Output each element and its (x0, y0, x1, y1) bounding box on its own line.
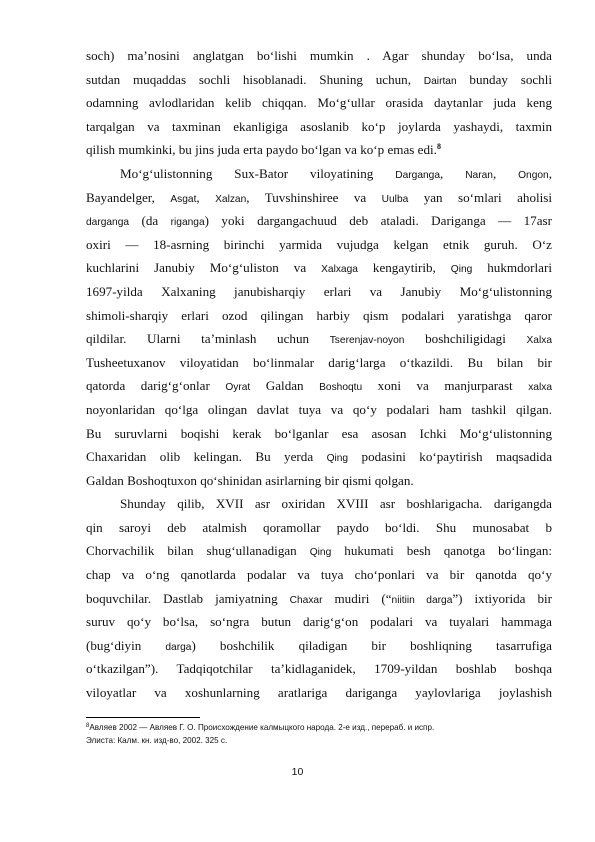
proper-noun: Tserenjav-noyon (329, 335, 405, 347)
body-text (86, 44, 552, 705)
text-run: Chorvachilik bilan shugʻullanadigan (86, 543, 310, 559)
text-line (86, 91, 552, 115)
text-line (86, 681, 552, 705)
text-line (86, 280, 552, 304)
proper-noun: Dairtan (423, 75, 457, 87)
text-run: odamning avlodlaridan kelib chiqqan. Moʻgʻullar orasida daytanlar juda keng (86, 95, 552, 111)
footnote-ref: 8 (436, 142, 441, 152)
proper-noun: riganga (170, 217, 205, 229)
text-line (86, 563, 552, 587)
footnote-line-1 (86, 721, 552, 734)
text-line (86, 138, 552, 162)
text-line (86, 492, 552, 516)
footnote-separator (86, 717, 200, 718)
text-run: ) boshchilik qiladigan bir boshliqning tasarrufiga (191, 637, 552, 653)
proper-noun: Xalxaga (321, 264, 358, 276)
text-run: Bu suruvlarni boqishi kerak boʻlganlar esa asosan Ichki Moʻgʻulistonning (86, 425, 552, 441)
text-run: chap va oʻng qanotlarda podalar va tuya choʻponlari va bir qanotda qoʻy (86, 567, 552, 583)
text-run: ”) ixtiyorida bir (452, 590, 552, 606)
proper-noun: Qing (450, 264, 473, 276)
text-run: oʻtkazilgan”). Tadqiqotchilar ta’kidlaganidek, 1709-yildan boshlab boshqa (86, 661, 552, 677)
text-run: qildilar. Ularni taʼminlash uchun (86, 331, 330, 347)
proper-noun: Ongon (518, 169, 549, 181)
text-run: Galdan (250, 378, 320, 394)
proper-noun: xalxa (528, 382, 552, 394)
text-line (86, 516, 552, 540)
footnote-line-2: Элиста: Калм. кн. изд-во, 2002. 325 с. (86, 736, 228, 745)
text-run: suruv qoʻy boʻlsa, soʻngra butun darigʻgʻon podalari va tuyalari hammaga (86, 614, 552, 630)
text-run: qin saroyi deb atalmish qoramollar paydo boʻldi. Shu munosabat b (86, 519, 552, 535)
text-line (86, 634, 552, 658)
text-run: shimoli-sharqiy erlari ozod qilingan harbiy qism podalari yaratishga qaror (86, 307, 552, 323)
text-line (86, 445, 552, 469)
text-line (86, 539, 552, 563)
text-run: ) yoki dargangachuud deb ataladi. Dariganga — 17asr (204, 213, 552, 229)
text-run: noyonlaridan qoʻlga olingan davlat tuya va qoʻy podalari ham tashkil qilgan. (86, 401, 552, 417)
text-run: tarqalgan va taxminan ekanligiga asoslanib koʻp joylarda yashaydi, taxmin (86, 118, 552, 134)
text-run: Moʻgʻulistonning Sux-Bator viloyatining (120, 165, 396, 181)
proper-noun: darganga (86, 217, 130, 229)
text-run: hukumati besh qanotga boʻlingan: (331, 543, 552, 559)
proper-noun: Uulba (381, 193, 409, 205)
proper-noun: Xalxa (526, 335, 552, 347)
text-run: podasini koʻpaytirish maqsadida (348, 449, 552, 465)
text-run: 1697-yilda Xalxaning janubisharqiy erlari va Janubiy Moʻgʻulistonning (86, 283, 552, 299)
proper-noun: Asgat (170, 193, 197, 205)
text-line (86, 44, 552, 68)
text-run: Shunday qilib, XVII asr oxiridan XVIII asr boshlarigacha. darigangda (120, 496, 552, 512)
text-run: hukmdorlari (472, 260, 552, 276)
text-run: Galdan Boshoqtuxon qoʻshinidan asirlarning bir qismi qolgan. (86, 472, 414, 488)
text-line (86, 209, 552, 233)
text-line (86, 186, 552, 210)
text-line (86, 162, 552, 186)
text-run: (bugʻdiyin (86, 637, 166, 653)
text-line (86, 233, 552, 257)
footnote-text-1: Авляев 2002 — Авляев Г. О. Происхождение калмыцкого народа. 2-е изд., перераб. и испр. (89, 723, 435, 732)
text-line (86, 374, 552, 398)
text-run: (da (129, 213, 171, 229)
text-line (86, 422, 552, 446)
text-run: sutdan muqaddas sochli hisoblanadi. Shuning uchun, (86, 71, 424, 87)
text-run: bunday sochli (456, 71, 552, 87)
proper-noun: Oyrat (225, 382, 251, 394)
proper-noun: Chaxar (289, 594, 323, 606)
text-line (86, 68, 552, 92)
text-run: , (196, 189, 216, 205)
text-run: , (548, 165, 552, 181)
text-run: boquvchilar. Dastlab jamiyatning (86, 590, 290, 606)
text-line (86, 304, 552, 328)
text-run: , Tuvshinshiree va (246, 189, 382, 205)
proper-noun: darga (165, 641, 192, 653)
text-line (86, 469, 552, 493)
text-line (86, 610, 552, 634)
text-run: kengaytirib, (357, 260, 451, 276)
page-number: 10 (291, 766, 304, 778)
text-run: , (492, 165, 519, 181)
text-run: viloyatlar va xoshunlarning aratlariga dariganga yaylovlariga joylashish (86, 685, 552, 701)
text-line (86, 256, 552, 280)
text-line (86, 115, 552, 139)
text-run: , (440, 165, 466, 181)
proper-noun: Boshoqtu (319, 382, 363, 394)
text-run: boshchiligidagi (404, 331, 527, 347)
text-run: yan soʻmlari aholisi (408, 189, 552, 205)
footnote-mark: 8 (86, 723, 90, 729)
text-line (86, 587, 552, 611)
text-run: Tusheetuxanov viloyatidan boʻlinmalar darigʻlarga oʻtkazildi. Bu bilan bir (86, 354, 552, 370)
text-line (86, 398, 552, 422)
text-run: xoni va manjurparast (362, 378, 529, 394)
text-run: oxiri — 18-asrning birinchi yarmida vujudga kelgan etnik guruh. Oʻz (86, 236, 552, 252)
text-line (86, 657, 552, 681)
proper-noun: Darganga (395, 169, 440, 181)
proper-noun: niitiin darga (391, 594, 453, 606)
text-run: mudiri (“ (322, 590, 392, 606)
proper-noun: Qing (309, 547, 332, 559)
proper-noun: Naran (465, 169, 493, 181)
proper-noun: Xalzan (215, 193, 247, 205)
text-run: qilish mumkinki, bu jins juda erta paydo boʻlgan va koʻp emas edi. (86, 142, 437, 158)
text-run: qatorda darigʻgʻonlar (86, 378, 226, 394)
text-run: Bayandelger, (86, 189, 171, 205)
proper-noun: Qing (326, 453, 349, 465)
text-run: soch) maʼnosini anglatgan boʻlishi mumkin . Agar shunday boʻlsa, unda (86, 48, 552, 63)
text-line (86, 327, 552, 351)
text-run: Chaxaridan olib kelingan. Bu yerda (86, 449, 327, 465)
text-run: kuchlarini Janubiy Moʻgʻuliston va (86, 260, 322, 276)
footnote (86, 721, 552, 747)
text-line (86, 351, 552, 375)
